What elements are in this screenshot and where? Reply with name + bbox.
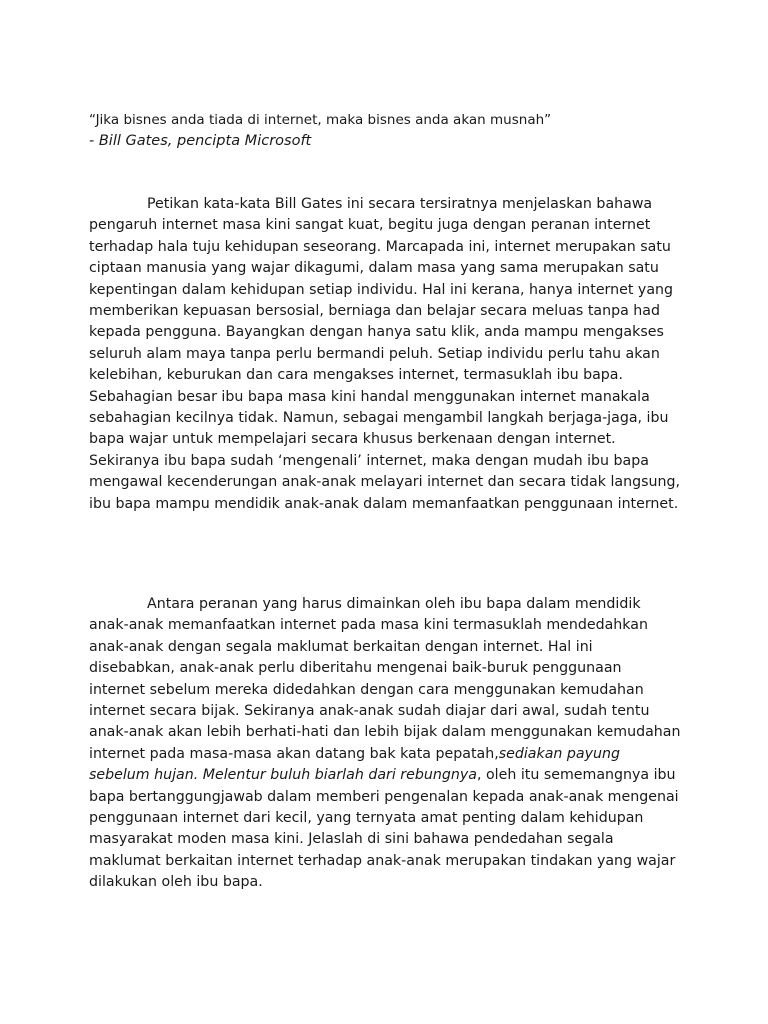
paragraph-1: Petikan kata-kata Bill Gates ini secara tersiratnya menjelaskan bahawa pengaruh internet masa kini sangat kuat, begitu juga dengan peranan internet terhadap hala tuju kehidupan seseorang. Marcapada ini, internet merupakan satu ciptaan manusia yang wajar dikagumi, dalam masa yang sama merupakan satu kepentingan dalam kehidupan setiap individu. Hal ini kerana, hanya internet yang memberikan kepuasan bersosial, berniaga dan belajar secara meluas tanpa had kepada pengguna. Bayangkan dengan hanya satu klik, anda mampu mengakses seluruh alam maya tanpa perlu bermandi peluh. Setiap individu perlu tahu akan kelebihan, keburukan dan cara mengakses internet, termasuklah ibu bapa. Sebahagian besar ibu bapa masa kini handal menggunakan internet manakala sebahagian kecilnya tidak. Namun, sebagai mengambil langkah berjaga-jaga, ibu bapa wajar untuk mempelajari secara khusus berkenaan dengan internet. Sekiranya ibu bapa sudah ‘mengenali’ internet, maka dengan mudah ibu bapa mengawal kecenderungan anak-anak melayari internet dan secara tidak langsung, ibu bapa mampu mendidik anak-anak dalam memanfaatkan penggunaan internet. [89, 196, 680, 512]
paragraph-2 [89, 594, 681, 894]
quote-text: “Jika bisnes anda tiada di internet, maka bisnes anda akan musnah” [89, 112, 552, 128]
paragraph-2-proverb: sediakan payung sebelum hujan. Melentur buluh biarlah dari rebungnya [89, 745, 620, 784]
paragraph-2-text-before: Antara peranan yang harus dimainkan oleh ibu bapa dalam mendidik anak-anak memanfaatkan internet pada masa kini termasuklah mendedahkan anak-anak dengan segala maklumat berkaitan dengan internet. Hal ini disebabkan, anak-anak perlu diberitahu mengenai baik-buruk penggunaan internet sebelum mereka didedahkan dengan cara menggunakan kemudahan internet secara bijak. Sekiranya anak-anak sudah diajar dari awal, sudah tentu anak-anak akan lebih berhati-hati dan lebih bijak dalam menggunakan kemudahan internet pada masa-masa akan datang bak kata pepatah, [89, 596, 681, 762]
paragraph-2-text-after: , oleh itu sememangnya ibu bapa bertanggungjawab dalam memberi pengenalan kepada anak-anak mengenai penggunaan internet dari kecil, yang ternyata amat penting dalam kehidupan masyarakat moden masa kini. Jelaslah di sini bahawa pendedahan segala maklumat berkaitan internet terhadap anak-anak merupakan tindakan yang wajar dilakukan oleh ibu bapa. [89, 767, 679, 891]
quote-attribution: - Bill Gates, pencipta Microsoft [89, 133, 312, 149]
